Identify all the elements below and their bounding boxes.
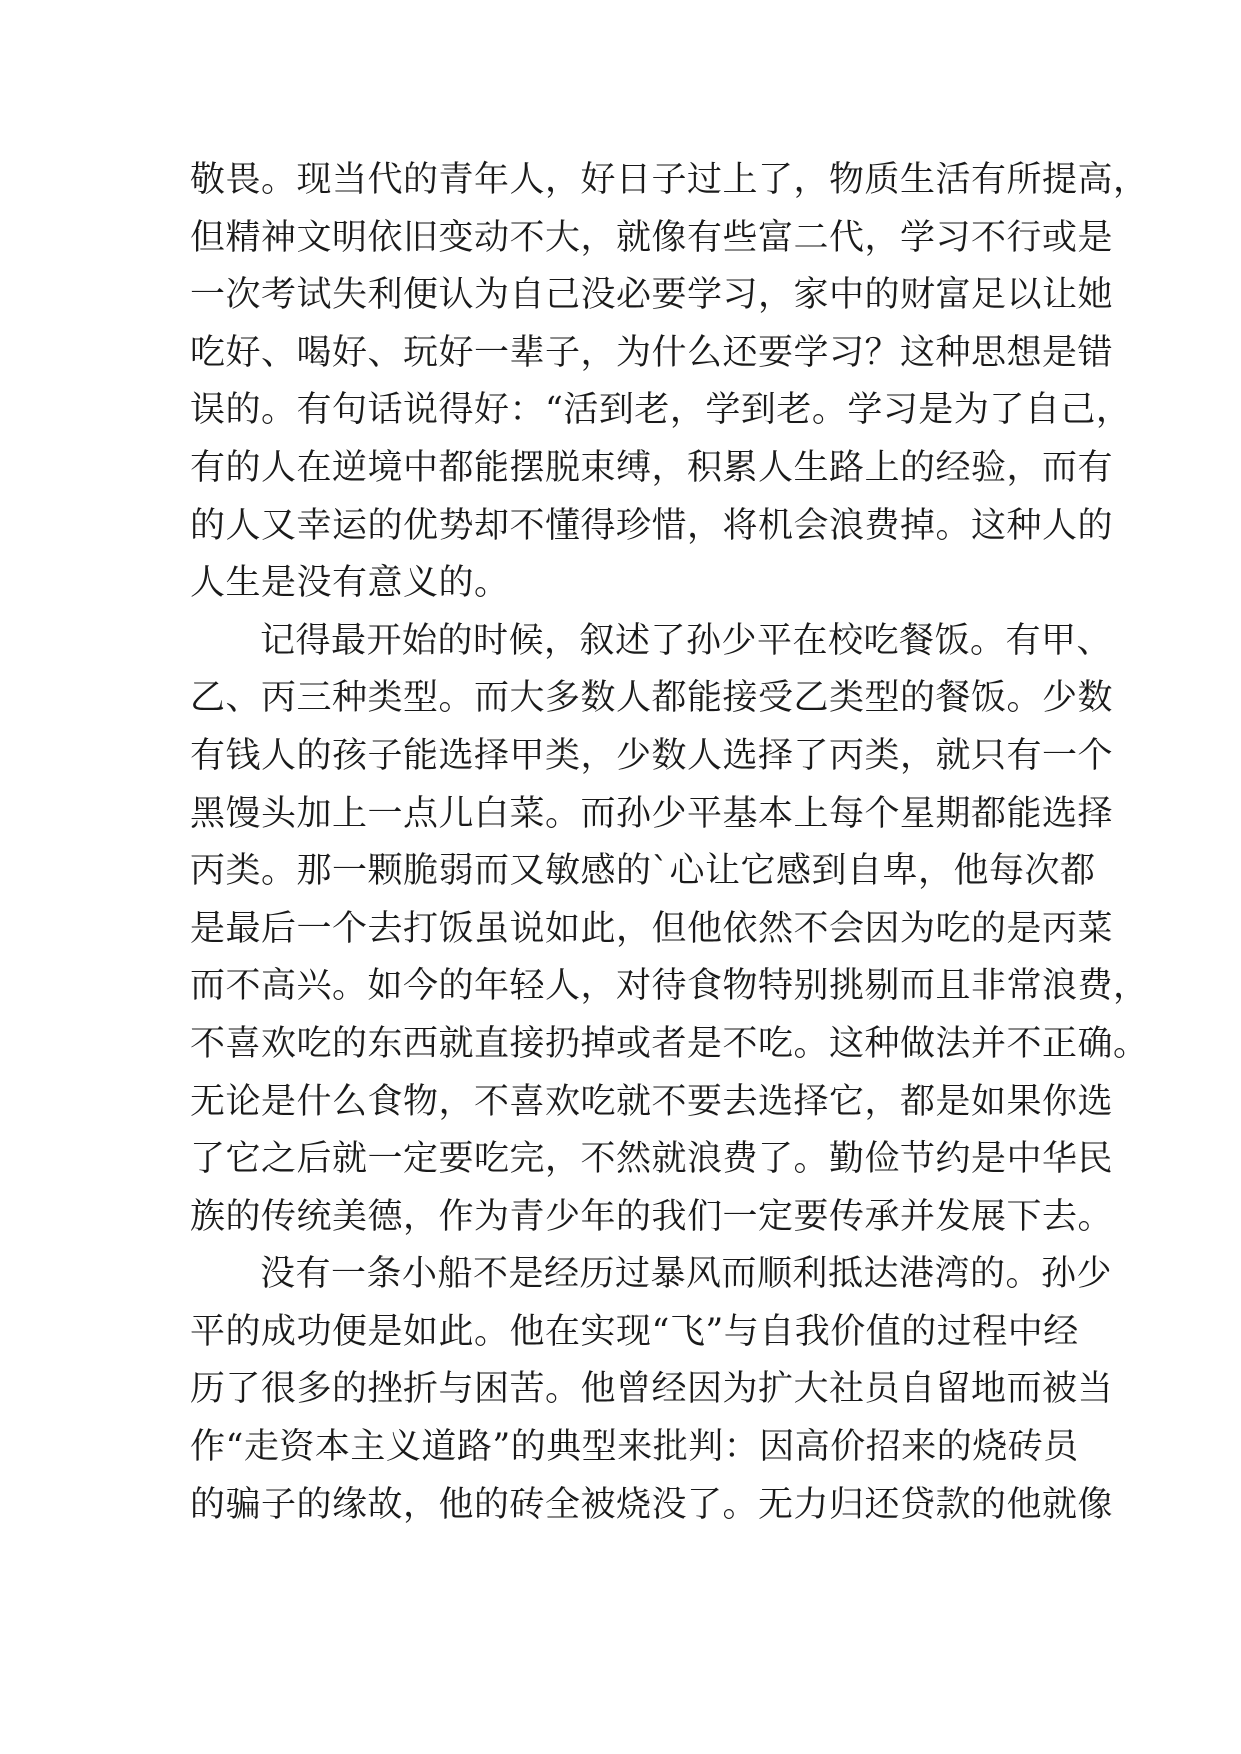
text-line: 无论是什么食物，不喜欢吃就不要去选择它，都是如果你选 [190,1081,1114,1122]
text-line: 的骗子的缘故，他的砖全被烧没了。无力归还贷款的他就像 [190,1484,1114,1525]
paragraph-start-line: 没有一条小船不是经历过暴风而顺利抵达港湾的。孙少 [260,1254,1113,1295]
paragraph-start-line: 记得最开始的时候，叙述了孙少平在校吃餐饭。有甲、 [260,620,1113,661]
text-line: 有钱人的孩子能选择甲类，少数人选择了丙类，就只有一个 [190,735,1114,776]
text-line: 而不高兴。如今的年轻人，对待食物特别挑剔而且非常浪费， [190,966,1149,1007]
text-line: 吃好、喝好、玩好一辈子，为什么还要学习？这种思想是错 [190,332,1114,373]
text-line: 黑馒头加上一点儿白菜。而孙少平基本上每个星期都能选择 [190,793,1114,834]
text-line: 敬畏。现当代的青年人，好日子过上了，物质生活有所提高， [190,160,1149,200]
text-line: 一次考试失利便认为自己没必要学习，家中的财富足以让她 [190,275,1114,316]
text-line: 丙类。那一颗脆弱而又敏感的`心让它感到自卑，他每次都 [190,851,1096,892]
text-line: 有的人在逆境中都能摆脱束缚，积累人生路上的经验，而有 [190,447,1114,488]
text-line: 的人又幸运的优势却不懂得珍惜，将机会浪费掉。这种人的 [190,505,1114,546]
text-line: 人生是没有意义的。 [190,563,510,604]
text-line: 作“走资本主义道路”的典型来批判：因高价招来的烧砖员 [190,1427,1079,1468]
text-line: 不喜欢吃的东西就直接扔掉或者是不吃。这种做法并不正确。 [190,1023,1149,1064]
body-text [190,152,1149,1534]
text-line: 族的传统美德，作为青少年的我们一定要传承并发展下去。 [190,1196,1114,1237]
text-line: 但精神文明依旧变动不大，就像有些富二代，学习不行或是 [190,217,1114,258]
text-line: 乙、丙三种类型。而大多数人都能接受乙类型的餐饭。少数 [190,678,1114,719]
text-line: 历了很多的挫折与困苦。他曾经因为扩大社员自留地而被当 [190,1369,1114,1410]
text-line: 误的。有句话说得好：“活到老，学到老。学习是为了自己， [190,390,1132,431]
text-line: 是最后一个去打饭虽说如此，但他依然不会因为吃的是丙菜 [190,908,1114,949]
text-line: 平的成功便是如此。他在实现“飞”与自我价值的过程中经 [190,1311,1079,1352]
text-line: 了它之后就一定要吃完，不然就浪费了。勤俭节约是中华民 [190,1139,1114,1180]
